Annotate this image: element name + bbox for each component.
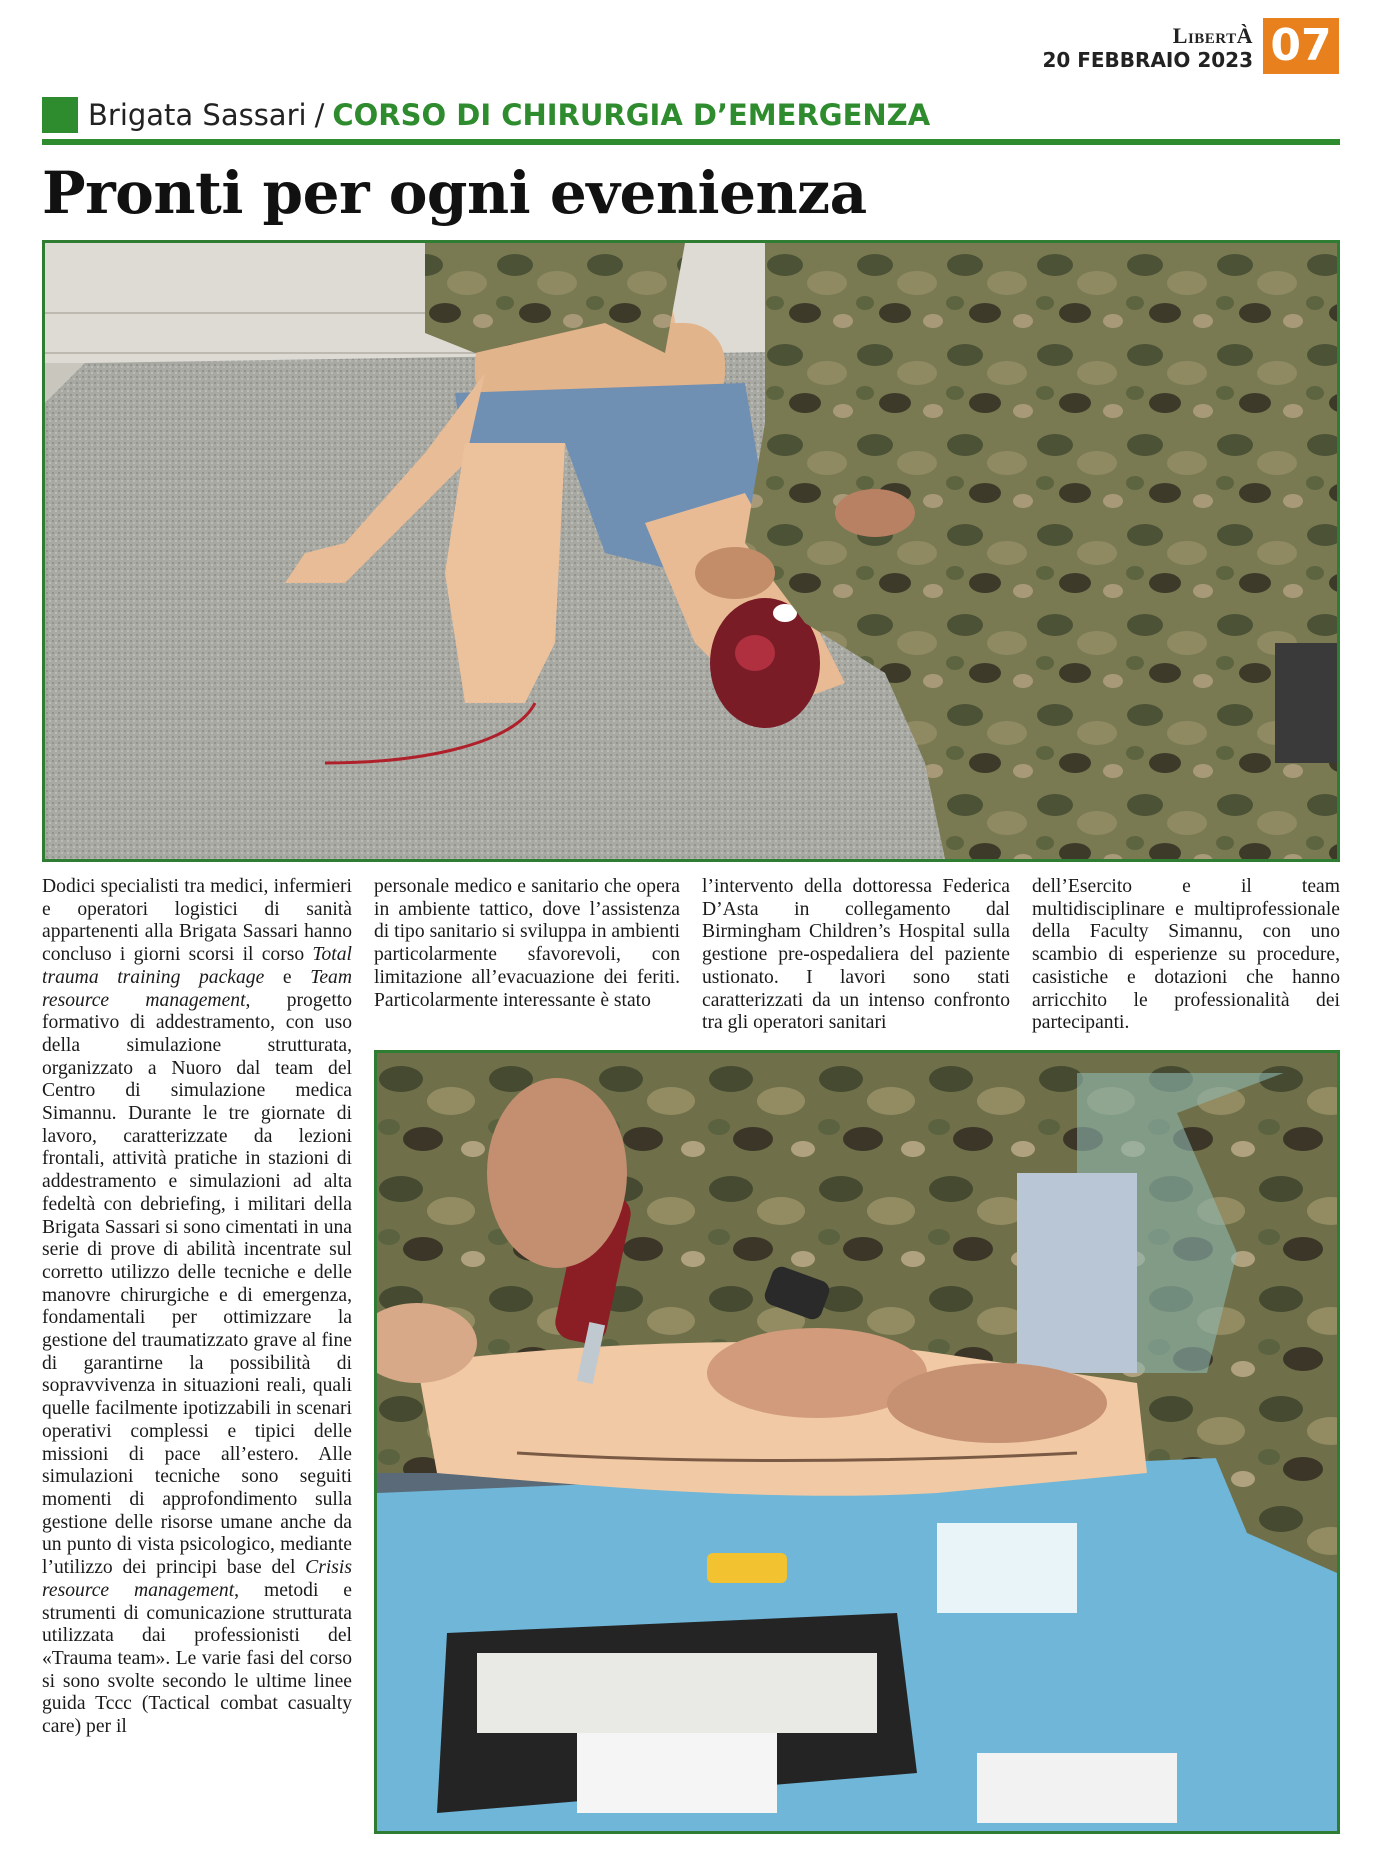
- col1-course-title: Total trauma training package: [42, 944, 352, 988]
- photo-mannequin-training: [42, 240, 1340, 862]
- section-marker-icon: [42, 97, 78, 133]
- section-label: Brigata Sassari: [88, 98, 307, 132]
- article-column-4: [1032, 876, 1340, 1035]
- newspaper-brand: LibertÀ: [1172, 23, 1253, 48]
- col1-text-2: e: [264, 966, 311, 988]
- photo-drill-image: [377, 1053, 1337, 1831]
- article-column-2: [374, 876, 680, 1012]
- article-column-3: [702, 876, 1010, 1035]
- masthead: [1042, 18, 1339, 74]
- page-number: 07: [1263, 18, 1339, 74]
- article-column-1: [42, 876, 352, 1739]
- masthead-text: [1042, 18, 1253, 72]
- col1-text-4: , metodi e strumenti di comunicazione strutturata utilizzata dai professionisti del «Trauma team». Le varie fasi del corso si sono svolte secondo le ultime linee guida Tccc (Tactical combat casualty care) per il: [42, 1579, 353, 1738]
- article-paragraph-1: [42, 876, 352, 1739]
- col1-text-1: Dodici specialisti tra medici, infermieri e operatori logistici di sanità appartenenti alla Brigata Sassari hanno concluso i giorni scorsi il corso: [42, 876, 352, 966]
- photo-mannequin-image: [45, 243, 1337, 859]
- issue-date: 20 FEBBRAIO 2023: [1042, 48, 1253, 72]
- col1-crisis-term: Crisis resource management: [42, 1557, 352, 1601]
- col1-course-title-2: Team resource management: [42, 966, 353, 1011]
- col2-text: personale medico e sanitario che opera in ambiente tattico, dove l’assistenza di tipo sanitario si sviluppa in ambienti particolarmente sfavorevoli, con limitazione all’evacuazione dei feriti. Particolarmente interessante è stato: [374, 876, 680, 1011]
- col1-text-3: , progetto formativo di addestramento, con uso della simulazione strutturata, organizzato a Nuoro dal team del Centro di simulazione medica Simannu. Durante le tre giornate di lavoro, caratterizzate da lezioni frontali, attività pratiche in stazioni di addestramento e simulazioni ad alta fedeltà con debriefing, i militari della Brigata Sassari si sono cimentati in una serie di prove di abilità incentrate sul corretto utilizzo delle tecniche e delle manovre chirurgiche e di emergenza, fondamentali per ottimizzare la gestione del traumatizzato grave al fine di garantirne la possibilità di sopravvivenza in situazioni reali, quali quelle facilmente ipotizzabili in scenari operativi complessi e tipici delle missioni di pace all’estero. Alle simulazioni tecniche sono seguiti momenti di approfondimento sulla gestione delle risorse umane anche da un punto di vista psicologico, mediante l’utilizzo dei principi base del: [42, 989, 352, 1579]
- section-separator: /: [314, 98, 325, 132]
- col3-text: l’intervento della dottoressa Federica D’Asta in collegamento dal Birmingham Children’s Hospital sulla gestione pre-ospedaliera del paziente ustionato. I lavori sono stati caratterizzati da un intenso confronto tra gli operatori sanitari: [702, 876, 1010, 1034]
- photo-intraosseous-drill: [374, 1050, 1340, 1834]
- section-topic: CORSO DI CHIRURGIA D’EMERGENZA: [332, 98, 931, 132]
- section-header: [42, 92, 1340, 138]
- col4-text: dell’Esercito e il team multidisciplinare e multiprofessionale della Faculty Simannu, con uno scambio di esperienze su procedure, casistiche e dotazioni che hanno arricchito le professionalità dei partecipanti.: [1032, 876, 1340, 1034]
- headline: Pronti per ogni evenienza: [42, 159, 867, 227]
- section-rule: [42, 139, 1340, 145]
